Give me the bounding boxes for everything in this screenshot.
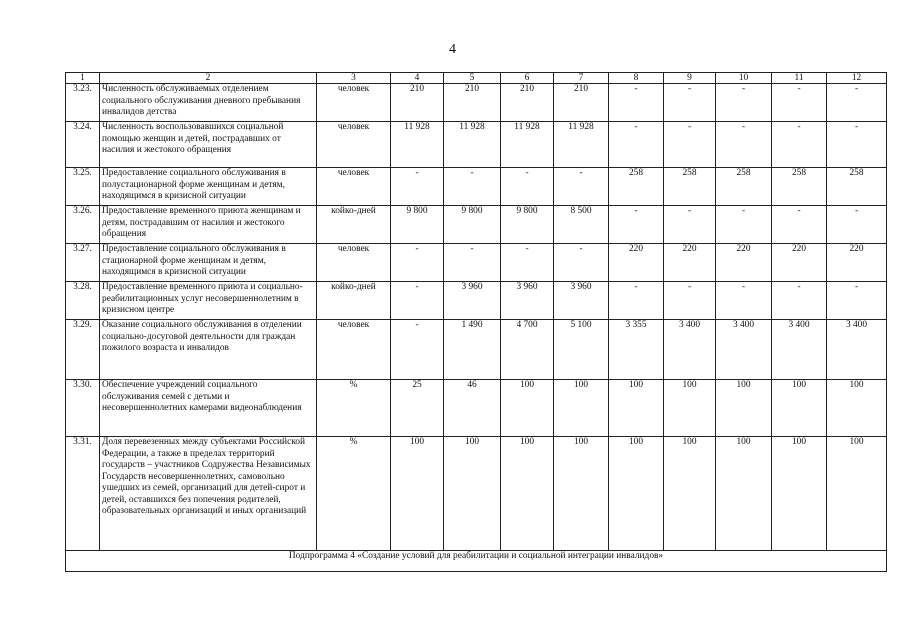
table-row xyxy=(66,122,887,168)
unit-cell: человек xyxy=(317,122,391,168)
value-cell: - xyxy=(772,122,827,168)
table-row xyxy=(66,84,887,122)
value-cell: - xyxy=(391,244,444,282)
value-cell: 3 400 xyxy=(827,320,887,380)
column-header: 10 xyxy=(716,73,772,84)
value-cell: 100 xyxy=(716,437,772,551)
table-row xyxy=(66,168,887,206)
value-cell: - xyxy=(501,168,554,206)
value-cell: 258 xyxy=(827,168,887,206)
indicator-name: Предоставление социального обслуживания в стационарной форме женщинам и детям, находящимся в кризисной ситуации xyxy=(100,244,317,282)
indicator-name: Обеспечение учреждений социального обслуживания семей с детьми и несовершеннолетних камерами видеонаблюдения xyxy=(100,380,317,437)
value-cell: - xyxy=(772,84,827,122)
value-cell: 100 xyxy=(664,437,716,551)
row-number: 3.31. xyxy=(66,437,100,551)
column-header: 3 xyxy=(317,73,391,84)
value-cell: - xyxy=(827,84,887,122)
row-number: 3.26. xyxy=(66,206,100,244)
value-cell: 100 xyxy=(716,380,772,437)
indicator-name: Оказание социального обслуживания в отделении социально-досуговой деятельности для граждан пожилого возраста и инвалидов xyxy=(100,320,317,380)
value-cell: 210 xyxy=(444,84,501,122)
value-cell: 46 xyxy=(444,380,501,437)
value-cell: 100 xyxy=(554,380,609,437)
value-cell: - xyxy=(554,168,609,206)
header-row xyxy=(66,73,887,84)
value-cell: 258 xyxy=(716,168,772,206)
value-cell: - xyxy=(827,122,887,168)
table-row xyxy=(66,380,887,437)
value-cell: - xyxy=(827,206,887,244)
page-number: 4 xyxy=(449,42,456,57)
value-cell: 11 928 xyxy=(501,122,554,168)
unit-cell: % xyxy=(317,380,391,437)
column-header: 7 xyxy=(554,73,609,84)
column-header: 6 xyxy=(501,73,554,84)
value-cell: 100 xyxy=(827,380,887,437)
value-cell: - xyxy=(827,282,887,320)
value-cell: 100 xyxy=(501,380,554,437)
value-cell: - xyxy=(391,282,444,320)
value-cell: - xyxy=(664,206,716,244)
row-number: 3.28. xyxy=(66,282,100,320)
unit-cell: человек xyxy=(317,320,391,380)
value-cell: 100 xyxy=(772,380,827,437)
indicator-name: Предоставление социального обслуживания в полустационарной форме женщинам и детям, находящимся в кризисной ситуации xyxy=(100,168,317,206)
value-cell: - xyxy=(664,282,716,320)
value-cell: 11 928 xyxy=(554,122,609,168)
value-cell: 220 xyxy=(609,244,664,282)
column-header: 2 xyxy=(100,73,317,84)
subprogram-title: Подпрограмма 4 «Создание условий для реабилитации и социальной интеграции инвалидов» xyxy=(66,551,887,572)
row-number: 3.30. xyxy=(66,380,100,437)
value-cell: 210 xyxy=(391,84,444,122)
value-cell: - xyxy=(772,282,827,320)
value-cell: 3 960 xyxy=(444,282,501,320)
row-number: 3.27. xyxy=(66,244,100,282)
indicator-name: Численность воспользовавшихся социальной помощью женщин и детей, пострадавших от насилия и жестокого обращения xyxy=(100,122,317,168)
table-row xyxy=(66,244,887,282)
value-cell: - xyxy=(664,84,716,122)
value-cell: - xyxy=(664,122,716,168)
value-cell: 100 xyxy=(501,437,554,551)
indicator-name: Предоставление временного приюта женщинам и детям, пострадавшим от насилия и жестокого обращения xyxy=(100,206,317,244)
value-cell: - xyxy=(444,244,501,282)
value-cell: 8 500 xyxy=(554,206,609,244)
value-cell: - xyxy=(444,168,501,206)
value-cell: - xyxy=(609,84,664,122)
value-cell: 3 400 xyxy=(772,320,827,380)
value-cell: 100 xyxy=(664,380,716,437)
value-cell: - xyxy=(391,168,444,206)
value-cell: - xyxy=(716,206,772,244)
value-cell: - xyxy=(716,84,772,122)
column-header: 5 xyxy=(444,73,501,84)
row-number: 3.29. xyxy=(66,320,100,380)
value-cell: 25 xyxy=(391,380,444,437)
value-cell: 5 100 xyxy=(554,320,609,380)
column-header: 11 xyxy=(772,73,827,84)
unit-cell: % xyxy=(317,437,391,551)
value-cell: 258 xyxy=(664,168,716,206)
value-cell: 11 928 xyxy=(391,122,444,168)
value-cell: 258 xyxy=(772,168,827,206)
value-cell: 220 xyxy=(716,244,772,282)
value-cell: - xyxy=(609,122,664,168)
unit-cell: койко-дней xyxy=(317,206,391,244)
column-header: 12 xyxy=(827,73,887,84)
value-cell: - xyxy=(772,206,827,244)
value-cell: 9 800 xyxy=(444,206,501,244)
table-row xyxy=(66,206,887,244)
value-cell: 3 400 xyxy=(664,320,716,380)
row-number: 3.25. xyxy=(66,168,100,206)
value-cell: 100 xyxy=(391,437,444,551)
value-cell: 1 490 xyxy=(444,320,501,380)
value-cell: - xyxy=(501,244,554,282)
value-cell: 100 xyxy=(609,380,664,437)
table-row xyxy=(66,320,887,380)
value-cell: 100 xyxy=(444,437,501,551)
value-cell: - xyxy=(609,282,664,320)
value-cell: 4 700 xyxy=(501,320,554,380)
unit-cell: человек xyxy=(317,84,391,122)
value-cell: 9 800 xyxy=(501,206,554,244)
value-cell: 3 400 xyxy=(716,320,772,380)
value-cell: - xyxy=(391,320,444,380)
column-header: 4 xyxy=(391,73,444,84)
value-cell: - xyxy=(609,206,664,244)
column-header: 1 xyxy=(66,73,100,84)
column-header: 8 xyxy=(609,73,664,84)
indicators-table xyxy=(65,72,887,572)
value-cell: 100 xyxy=(772,437,827,551)
row-number: 3.24. xyxy=(66,122,100,168)
value-cell: 258 xyxy=(609,168,664,206)
value-cell: 9 800 xyxy=(391,206,444,244)
indicator-name: Предоставление временного приюта и социально-реабилитационных услуг несовершеннолетним в кризисном центре xyxy=(100,282,317,320)
value-cell: 210 xyxy=(501,84,554,122)
value-cell: 220 xyxy=(772,244,827,282)
indicator-name: Доля перевезенных между субъектами Российской Федерации, а также в пределах территорий государств – участников Содружества Независимых Государств несовершеннолетних, самовольно ушедших из семей, организаций для детей-сирот и детей, оставшихся без попечения родителей, образовательных организаций и иных организаций xyxy=(100,437,317,551)
value-cell: - xyxy=(716,122,772,168)
value-cell: 3 960 xyxy=(554,282,609,320)
table-row xyxy=(66,437,887,551)
row-number: 3.23. xyxy=(66,84,100,122)
value-cell: 3 960 xyxy=(501,282,554,320)
table-row xyxy=(66,282,887,320)
value-cell: - xyxy=(716,282,772,320)
subprogram-row xyxy=(66,551,887,572)
indicator-name: Численность обслуживаемых отделением социального обслуживания дневного пребывания инвалидов детства xyxy=(100,84,317,122)
value-cell: 100 xyxy=(827,437,887,551)
value-cell: 220 xyxy=(827,244,887,282)
value-cell: 11 928 xyxy=(444,122,501,168)
value-cell: 100 xyxy=(554,437,609,551)
value-cell: 3 355 xyxy=(609,320,664,380)
value-cell: 100 xyxy=(609,437,664,551)
unit-cell: человек xyxy=(317,244,391,282)
column-header: 9 xyxy=(664,73,716,84)
value-cell: 210 xyxy=(554,84,609,122)
value-cell: - xyxy=(554,244,609,282)
value-cell: 220 xyxy=(664,244,716,282)
unit-cell: койко-дней xyxy=(317,282,391,320)
unit-cell: человек xyxy=(317,168,391,206)
